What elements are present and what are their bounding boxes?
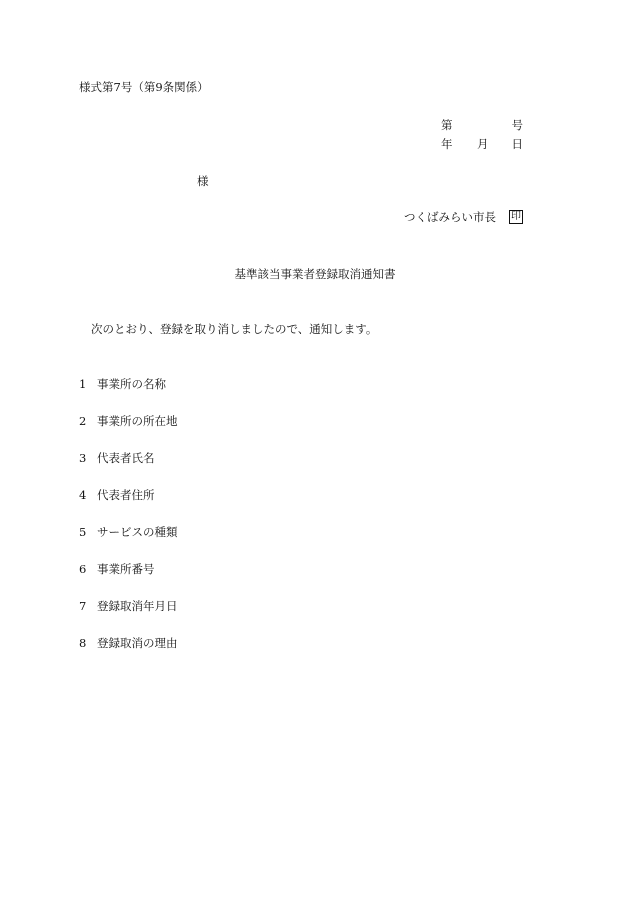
- list-item: [79, 453, 155, 465]
- date-year: 年: [441, 137, 453, 151]
- list-item: [79, 638, 178, 650]
- list-item: [79, 527, 178, 539]
- item-label: 事業所の所在地: [97, 414, 178, 428]
- list-item: [79, 564, 155, 576]
- item-number: 7: [79, 599, 87, 613]
- item-number: 6: [79, 562, 87, 576]
- item-label: 登録取消の理由: [97, 636, 178, 650]
- issuer-name: つくばみらい市長: [404, 210, 496, 224]
- item-label: 事業所の名称: [97, 377, 166, 391]
- form-number: 様式第7号（第9条関係）: [79, 80, 209, 94]
- item-number: 3: [79, 451, 87, 465]
- document-number: [441, 120, 523, 132]
- item-label: 登録取消年月日: [97, 599, 178, 613]
- item-label: 代表者氏名: [97, 451, 155, 465]
- list-item: [79, 379, 166, 391]
- item-number: 5: [79, 525, 87, 539]
- issue-date: [441, 139, 523, 151]
- item-number: 1: [79, 377, 87, 391]
- list-item: [79, 416, 178, 428]
- list-item: [79, 490, 155, 502]
- list-item: [79, 601, 178, 613]
- addressee-suffix: 様: [197, 174, 209, 188]
- seal-mark: 印: [511, 211, 521, 222]
- document-number-prefix: 第: [441, 118, 453, 132]
- item-number: 8: [79, 636, 87, 650]
- document-title: 基準該当事業者登録取消通知書: [234, 267, 396, 281]
- item-number: 4: [79, 488, 87, 502]
- document-number-suffix: 号: [511, 118, 523, 132]
- item-label: サービスの種類: [97, 525, 178, 539]
- date-month: 月: [477, 137, 489, 151]
- date-day: 日: [511, 137, 523, 151]
- item-label: 代表者住所: [97, 488, 155, 502]
- item-label: 事業所番号: [97, 562, 155, 576]
- body-text: 次のとおり、登録を取り消しましたので、通知します。: [91, 322, 378, 336]
- item-number: 2: [79, 414, 87, 428]
